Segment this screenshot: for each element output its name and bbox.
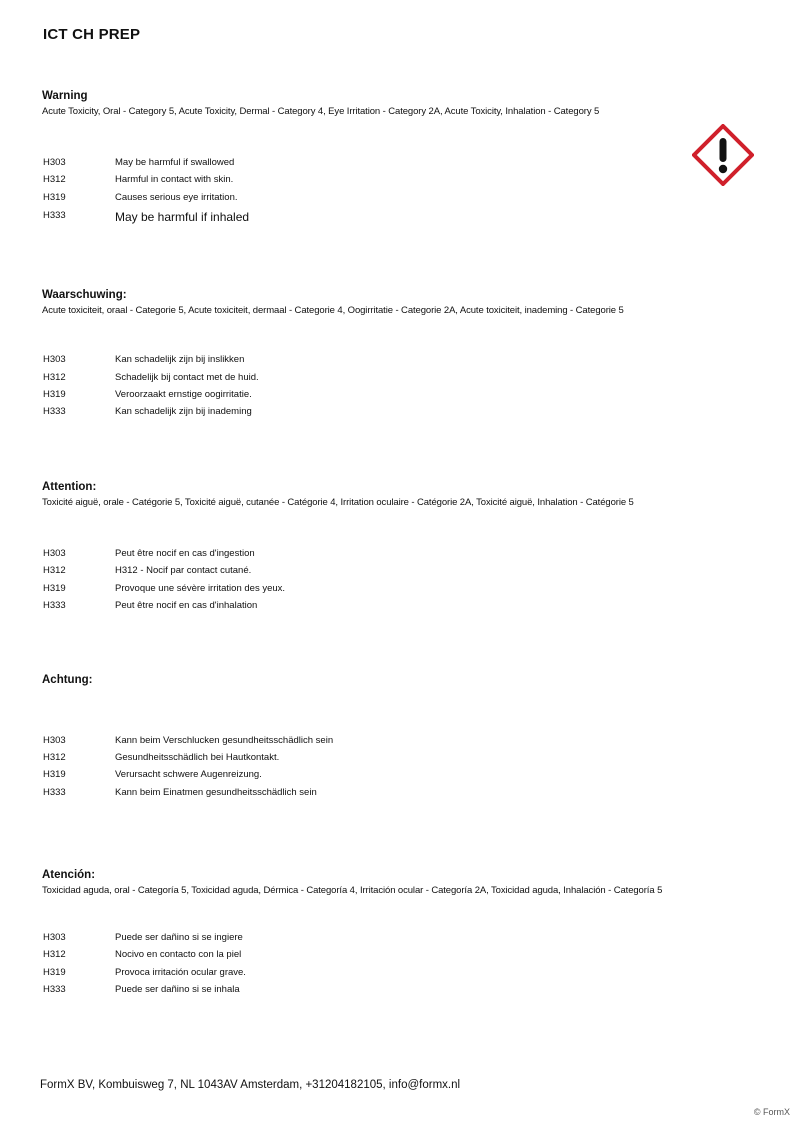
hazard-code: H303 (43, 548, 66, 559)
hazard-text: Kann beim Einatmen gesundheitsschädlich sein (115, 787, 317, 798)
hazard-text: Verursacht schwere Augenreizung. (115, 769, 262, 780)
section-heading: Warning (42, 90, 88, 102)
hazard-text: Gesundheitsschädlich bei Hautkontakt. (115, 752, 280, 763)
hazard-code: H333 (43, 210, 66, 221)
hazard-classification: Acute toxiciteit, oraal - Categorie 5, Acute toxiciteit, dermaal - Categorie 4, Oogirritatie - Categorie 2A, Acute toxiciteit, inademing - Categorie 5 (42, 305, 624, 316)
hazard-text: Schadelijk bij contact met de huid. (115, 372, 259, 383)
hazard-text: Harmful in contact with skin. (115, 174, 234, 185)
hazard-code: H303 (43, 735, 66, 746)
section-german (42, 673, 667, 689)
hazard-classification: Toxicité aiguë, orale - Catégorie 5, Toxicité aiguë, cutanée - Catégorie 4, Irritation oculaire - Catégorie 2A, Toxicité aiguë, Inhalation - Catégorie 5 (42, 497, 634, 508)
section-heading: Achtung: (42, 674, 93, 686)
hazard-code: H319 (43, 769, 66, 780)
hazard-code: H312 (43, 752, 66, 763)
hazard-text: Kann beim Verschlucken gesundheitsschädlich sein (115, 735, 334, 746)
section-heading: Atención: (42, 869, 96, 881)
hazard-text: Peut être nocif en cas d'inhalation (115, 600, 258, 611)
hazard-text: May be harmful if swallowed (115, 157, 235, 168)
section-english (42, 89, 667, 118)
section-french (42, 480, 667, 509)
hazard-text: Causes serious eye irritation. (115, 192, 238, 203)
hazard-text: Veroorzaakt ernstige oogirritatie. (115, 389, 252, 400)
footer-contact: FormX BV, Kombuisweg 7, NL 1043AV Amsterdam, +31204182105, info@formx.nl (40, 1079, 461, 1091)
ghs07-exclamation-mark-icon (692, 124, 754, 186)
hazard-code: H312 (43, 174, 66, 185)
page-title: ICT CH PREP (43, 26, 141, 43)
hazard-code: H303 (43, 932, 66, 943)
hazard-text: H312 - Nocif par contact cutané. (115, 565, 252, 576)
hazard-code: H319 (43, 967, 66, 978)
section-heading: Waarschuwing: (42, 289, 127, 301)
hazard-code: H303 (43, 157, 66, 168)
hazard-code: H333 (43, 787, 66, 798)
hazard-text: Nocivo en contacto con la piel (115, 949, 242, 960)
hazard-code: H319 (43, 583, 66, 594)
hazard-text: Puede ser dañino si se inhala (115, 984, 240, 995)
hazard-code: H319 (43, 389, 66, 400)
hazard-code: H303 (43, 354, 66, 365)
hazard-code: H312 (43, 372, 66, 383)
copyright-notice: © FormX (753, 1107, 790, 1117)
hazard-text: Kan schadelijk zijn bij inademing (115, 406, 252, 417)
hazard-text: May be harmful if inhaled (115, 210, 250, 224)
hazard-text: Peut être nocif en cas d'ingestion (115, 548, 255, 559)
hazard-code: H333 (43, 406, 66, 417)
section-spanish (42, 868, 667, 897)
section-heading: Attention: (42, 481, 97, 493)
hazard-text: Kan schadelijk zijn bij inslikken (115, 354, 245, 365)
hazard-text: Provoque une sévère irritation des yeux. (115, 583, 286, 594)
hazard-code: H333 (43, 600, 66, 611)
hazard-classification: Acute Toxicity, Oral - Category 5, Acute Toxicity, Dermal - Category 4, Eye Irritation - Category 2A, Acute Toxicity, Inhalation - Category 5 (42, 106, 600, 117)
hazard-code: H319 (43, 192, 66, 203)
section-dutch (42, 288, 667, 317)
hazard-code: H312 (43, 949, 66, 960)
hazard-code: H312 (43, 565, 66, 576)
hazard-text: Provoca irritación ocular grave. (115, 967, 246, 978)
hazard-classification: Toxicidad aguda, oral - Categoría 5, Toxicidad aguda, Dérmica - Categoría 4, Irritación ocular - Categoría 2A, Toxicidad aguda, Inhalación - Categoría 5 (42, 885, 663, 896)
hazard-text: Puede ser dañino si se ingiere (115, 932, 243, 943)
hazard-code: H333 (43, 984, 66, 995)
